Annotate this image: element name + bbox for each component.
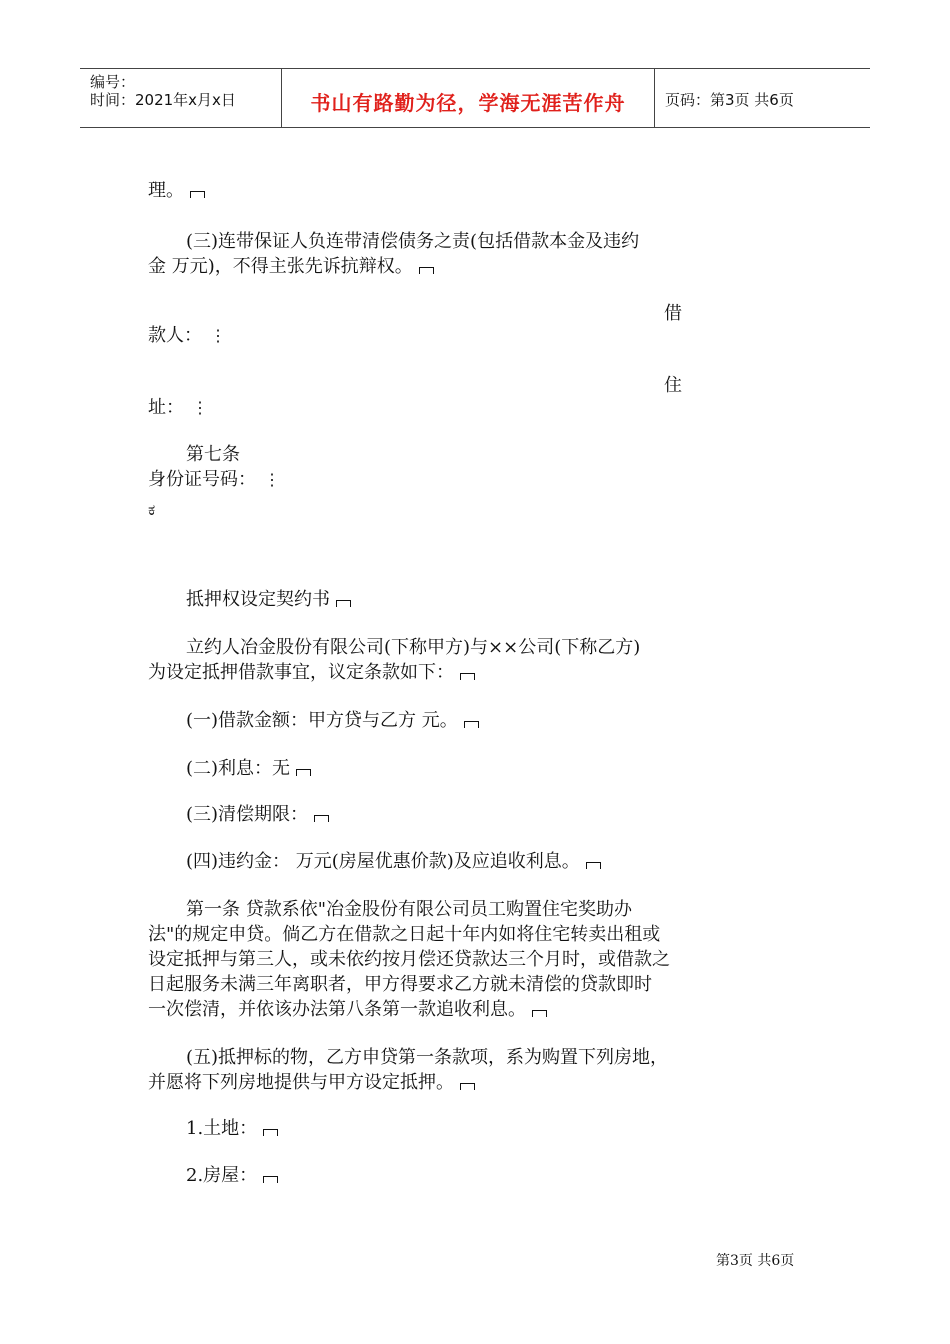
- item-text: 1.土地：: [186, 1118, 258, 1139]
- paragraph-text: 法"的规定申贷。倘乙方在借款之日起十年内如将住宅转卖出租或: [148, 924, 661, 945]
- motto: 书山有路勤为径，学海无涯苦作舟: [310, 91, 626, 115]
- vertical-ellipsis-icon: ⋮: [210, 326, 226, 345]
- paragraph-text: 为设定抵押借款事宜，议定条款如下：: [148, 662, 454, 683]
- item-text: (三)清偿期限：: [186, 804, 309, 825]
- paragraph-mark-icon: [460, 1083, 475, 1090]
- intro-line1: [148, 635, 693, 660]
- paragraph-mark-icon: [296, 769, 311, 776]
- paragraph-mark-icon: [336, 600, 351, 607]
- contract-title: [148, 587, 693, 612]
- page-label: 页码：第3页 共6页: [665, 91, 794, 109]
- item-collateral-line2: [148, 1070, 693, 1095]
- article-1-line1: [148, 897, 693, 922]
- borrower-char: 借: [664, 303, 682, 324]
- item-text: 2.房屋：: [186, 1165, 258, 1186]
- header-page-cell: [655, 69, 870, 128]
- paragraph-text: 并愿将下列房地提供与甲方设定抵押。: [148, 1072, 454, 1093]
- time-label: 时间：2021年x月x日: [90, 91, 236, 109]
- paragraph-guarantor-line1: [148, 229, 693, 254]
- vertical-ellipsis-icon: ⋮: [192, 398, 208, 417]
- item-house: [148, 1163, 693, 1188]
- borrower-label: 款人：: [148, 325, 202, 346]
- paragraph-text: 理。: [148, 180, 184, 201]
- paragraph-text: 第一条 贷款系依"冶金股份有限公司员工购置住宅奖助办: [186, 899, 632, 920]
- item-interest: [148, 756, 693, 781]
- paragraph-text: 一次偿清，并依该办法第八条第一款追收利息。: [148, 999, 526, 1020]
- paragraph-mark-icon: [190, 191, 205, 198]
- paragraph-text: 日起服务未满三年离职者，甲方得要求乙方就未清偿的贷款即时: [148, 974, 652, 995]
- paragraph-text: 金 万元)，不得主张先诉抗辩权。: [148, 256, 413, 277]
- paragraph-text: 立约人冶金股份有限公司(下称甲方)与××公司(下称乙方): [186, 637, 641, 658]
- article-1-line4: [148, 972, 693, 997]
- item-text: (一)借款金额：甲方贷与乙方 元。: [186, 710, 458, 731]
- item-repayment-period: [148, 802, 693, 827]
- header-motto-cell: [281, 69, 655, 128]
- paragraph-mark-icon: [419, 267, 434, 274]
- paragraph-text: (三)连带保证人负连带清偿债务之责(包括借款本金及违约: [186, 231, 640, 252]
- contract-title-text: 抵押权设定契约书: [186, 589, 330, 610]
- id-number-label: 身份证号码：: [148, 469, 256, 490]
- borrower-line: [148, 323, 693, 348]
- paragraph-text: 设定抵押与第三人，或未依约按月偿还贷款达三个月时，或借款之: [148, 949, 670, 970]
- item-loan-amount: [148, 708, 693, 733]
- header-meta-cell: [80, 69, 280, 128]
- number-label: 编号：: [90, 73, 136, 91]
- paragraph-mark-icon: [532, 1010, 547, 1017]
- paragraph-mark-icon: [314, 815, 329, 822]
- item-land: [148, 1116, 693, 1141]
- paragraph-continuation: [148, 178, 693, 203]
- paragraph-mark-icon: [586, 862, 601, 869]
- address-line: [148, 395, 693, 420]
- item-text: (四)违约金： 万元(房屋优惠价款)及应追收利息。: [186, 851, 580, 872]
- article-heading-text: 第七条: [186, 444, 240, 465]
- item-penalty: [148, 849, 693, 874]
- stray-glyph: ಕ: [148, 500, 156, 519]
- paragraph-mark-icon: [263, 1176, 278, 1183]
- paragraph-mark-icon: [460, 673, 475, 680]
- page-header: [80, 68, 870, 128]
- paragraph-text: (五)抵押标的物，乙方申贷第一条款项，系为购置下列房地，: [186, 1047, 669, 1068]
- paragraph-mark-icon: [263, 1129, 278, 1136]
- page-footer: 第3页 共6页: [716, 1253, 795, 1269]
- article-1-line2: [148, 922, 693, 947]
- id-number-line: [148, 467, 693, 492]
- item-collateral-line1: [148, 1045, 693, 1070]
- paragraph-guarantor-line2: [148, 254, 693, 279]
- article-1-line5: [148, 997, 693, 1022]
- item-text: (二)利息：无: [186, 758, 291, 779]
- article-1-line3: [148, 947, 693, 972]
- address-label: 址：: [148, 397, 184, 418]
- article-7-heading: [148, 442, 693, 467]
- paragraph-mark-icon: [464, 721, 479, 728]
- vertical-ellipsis-icon: ⋮: [264, 470, 280, 489]
- intro-line2: [148, 660, 693, 685]
- address-char: 住: [664, 375, 682, 396]
